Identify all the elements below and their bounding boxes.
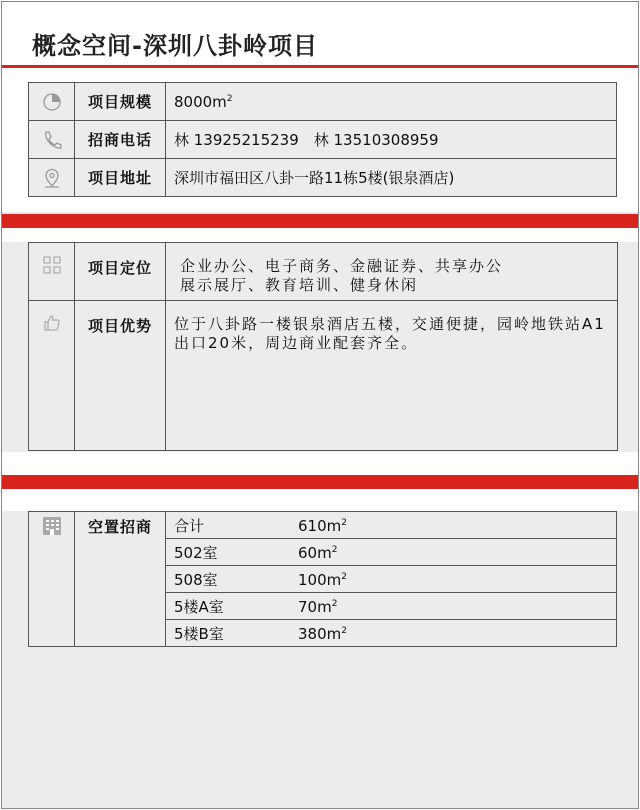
section-divider [2,475,638,489]
positioning-label: 项目定位 [75,243,166,301]
page-title: 概念空间-深圳八卦岭项目 [32,32,318,60]
positioning-table [28,242,618,451]
scale-label: 项目规模 [75,83,166,121]
phone-label: 招商电话 [75,121,166,159]
grid-icon [29,243,75,301]
positioning-line-1: 企业办公、电子商务、金融证券、共享办公 [180,257,504,275]
vacancy-table [28,511,617,647]
positioning-line-2: 展示展厅、教育培训、健身休闲 [180,276,419,294]
section-divider [2,214,638,228]
scale-value: $8000m^2$ [166,83,617,121]
table-row [29,83,617,121]
vacancy-total-row: 合计 $610m^2$ [166,512,617,539]
basic-info-table [28,82,617,197]
vacancy-room-row: 502室 $60m^2$ [166,539,617,566]
vacancy-room-row: 5楼B室 $380m^2$ [166,620,617,647]
section-gap [2,228,638,242]
phone-icon [29,121,75,159]
thumbs-up-icon [29,301,75,451]
advantage-label: 项目优势 [75,301,166,451]
header [2,2,638,66]
table-row [29,159,617,197]
advantage-value: 位于八卦路一楼银泉酒店五楼，交通便捷，园岭地铁站A1出口20米，周边商业配套齐全。 [166,301,618,451]
vacancy-label: 空置招商 [75,512,166,647]
table-row [29,243,618,301]
section-gap [2,489,638,511]
address-value: 深圳市福田区八卦一路11栋5楼(银泉酒店) [166,159,617,197]
positioning-value [166,243,618,301]
table-row [29,121,617,159]
vacancy-room-row: 5楼A室 $70m^2$ [166,593,617,620]
building-icon [29,512,75,647]
table-row [29,512,617,539]
vacancy-room-row: 508室 $100m^2$ [166,566,617,593]
pie-chart-icon [29,83,75,121]
phone-value[interactable]: 林 13925215239 林 13510308959 [166,121,617,159]
address-label: 项目地址 [75,159,166,197]
section-gap [2,452,638,475]
location-pin-icon [29,159,75,197]
table-row [29,301,618,451]
